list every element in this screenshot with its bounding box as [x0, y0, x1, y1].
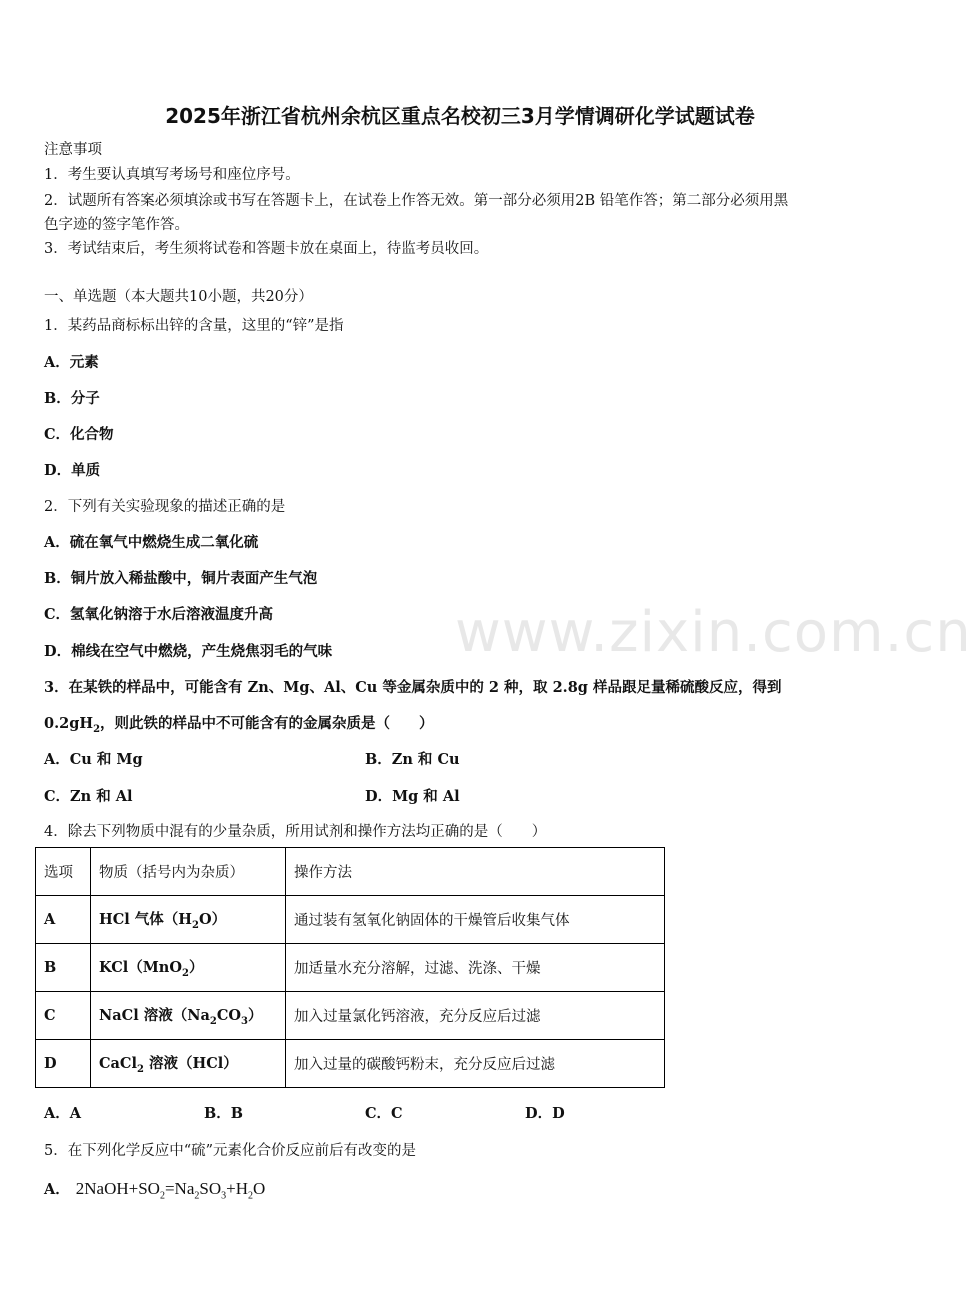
- notice-item: 1．考生要认真填写考场号和座位序号。: [44, 167, 300, 183]
- header-cell: 选项: [36, 848, 91, 896]
- table-row: [36, 1040, 665, 1088]
- cell-option: D: [36, 1040, 91, 1088]
- option-d: D．D: [525, 1105, 565, 1122]
- stem-text: ，则此铁的样品中不可能含有的金属杂质是（ ）: [100, 715, 434, 732]
- option-a: A．元素: [44, 354, 99, 371]
- cell-method: 加适量水充分溶解，过滤、洗涤、干燥: [286, 944, 665, 992]
- options-table: [35, 847, 665, 1088]
- cell-substance: KCl（MnO$_2$）: [91, 944, 286, 992]
- option-b: B．Zn 和 Cu: [365, 751, 460, 768]
- table-header-row: [36, 848, 665, 896]
- option-d: D．Mg 和 Al: [365, 788, 460, 805]
- table-row: [36, 896, 665, 944]
- option-label: A．: [44, 1181, 70, 1198]
- option-d: D．单质: [44, 462, 101, 479]
- notice-item: 2．试题所有答案必须填涂或书写在答题卡上，在试卷上作答无效。第一部分必须用2B 铅笔作答；第二部分必须用黑: [44, 193, 789, 209]
- chemical-equation: $2NaOH+SO_2=Na_2SO_3+H_2O$: [75, 1179, 266, 1202]
- cell-substance: NaCl 溶液$(Na_2CO_3)$: [91, 992, 286, 1040]
- notice-heading: 注意事项: [44, 142, 102, 158]
- cell-option: C: [36, 992, 91, 1040]
- header-cell: 操作方法: [286, 848, 665, 896]
- question-stem: 2．下列有关实验现象的描述正确的是: [44, 499, 286, 515]
- header-cell: 物质（括号内为杂质）: [91, 848, 286, 896]
- option-c: C．Zn 和 Al: [44, 788, 133, 805]
- option-c: C．化合物: [44, 426, 114, 443]
- notice-item: 色字迹的签字笔作答。: [44, 217, 189, 233]
- option-a: A．硫在氧气中燃烧生成二氧化硫: [44, 534, 259, 551]
- option-d: D．棉线在空气中燃烧，产生烧焦羽毛的气味: [44, 643, 333, 660]
- page-title: 2025年浙江省杭州余杭区重点名校初三3月学情调研化学试题试卷: [165, 104, 755, 128]
- notice-item: 3．考试结束后，考生须将试卷和答题卡放在桌面上，待监考员收回。: [44, 241, 489, 257]
- question-stem: 5．在下列化学反应中“硫”元素化合价反应前后有改变的是: [44, 1143, 417, 1159]
- option-b: B．铜片放入稀盐酸中，铜片表面产生气泡: [44, 570, 318, 587]
- question-stem: 1．某药品商标标出锌的含量，这里的“锌”是指: [44, 318, 344, 334]
- cell-method: 加入过量的碳酸钙粉末，充分反应后过滤: [286, 1040, 665, 1088]
- question-stem-cont: [44, 712, 434, 735]
- watermark: www.zixin.com.cn: [455, 600, 972, 665]
- option-c: C．氢氧化钠溶于水后溶液温度升高: [44, 606, 274, 623]
- cell-substance: HCl 气体$(H_2O)$: [91, 896, 286, 944]
- stem-text: 0.2gH: [44, 715, 94, 732]
- table-row: [36, 944, 665, 992]
- option-b: B．B: [204, 1105, 244, 1122]
- table-row: [36, 992, 665, 1040]
- cell-option: A: [36, 896, 91, 944]
- option-a: A．Cu 和 Mg: [44, 751, 143, 768]
- option-b: B．分子: [44, 390, 100, 407]
- cell-method: 通过装有氢氧化钠固体的干燥管后收集气体: [286, 896, 665, 944]
- question-stem: 4．除去下列物质中混有的少量杂质，所用试剂和操作方法均正确的是（ ）: [44, 824, 547, 840]
- question-stem: 3．在某铁的样品中，可能含有 Zn、Mg、Al、Cu 等金属杂质中的 2 种，取 2.8g 样品跟足量稀硫酸反应，得到: [44, 679, 782, 696]
- option-c: C．C: [365, 1105, 403, 1122]
- option-a: [44, 1178, 265, 1201]
- option-a: A．A: [44, 1105, 82, 1122]
- section-heading: 一、单选题（本大题共10小题，共20分）: [44, 289, 313, 305]
- cell-method: 加入过量氯化钙溶液，充分反应后过滤: [286, 992, 665, 1040]
- cell-option: B: [36, 944, 91, 992]
- cell-substance: CaCl$_2$ 溶液（HCl）: [91, 1040, 286, 1088]
- subscript: 2: [93, 723, 101, 735]
